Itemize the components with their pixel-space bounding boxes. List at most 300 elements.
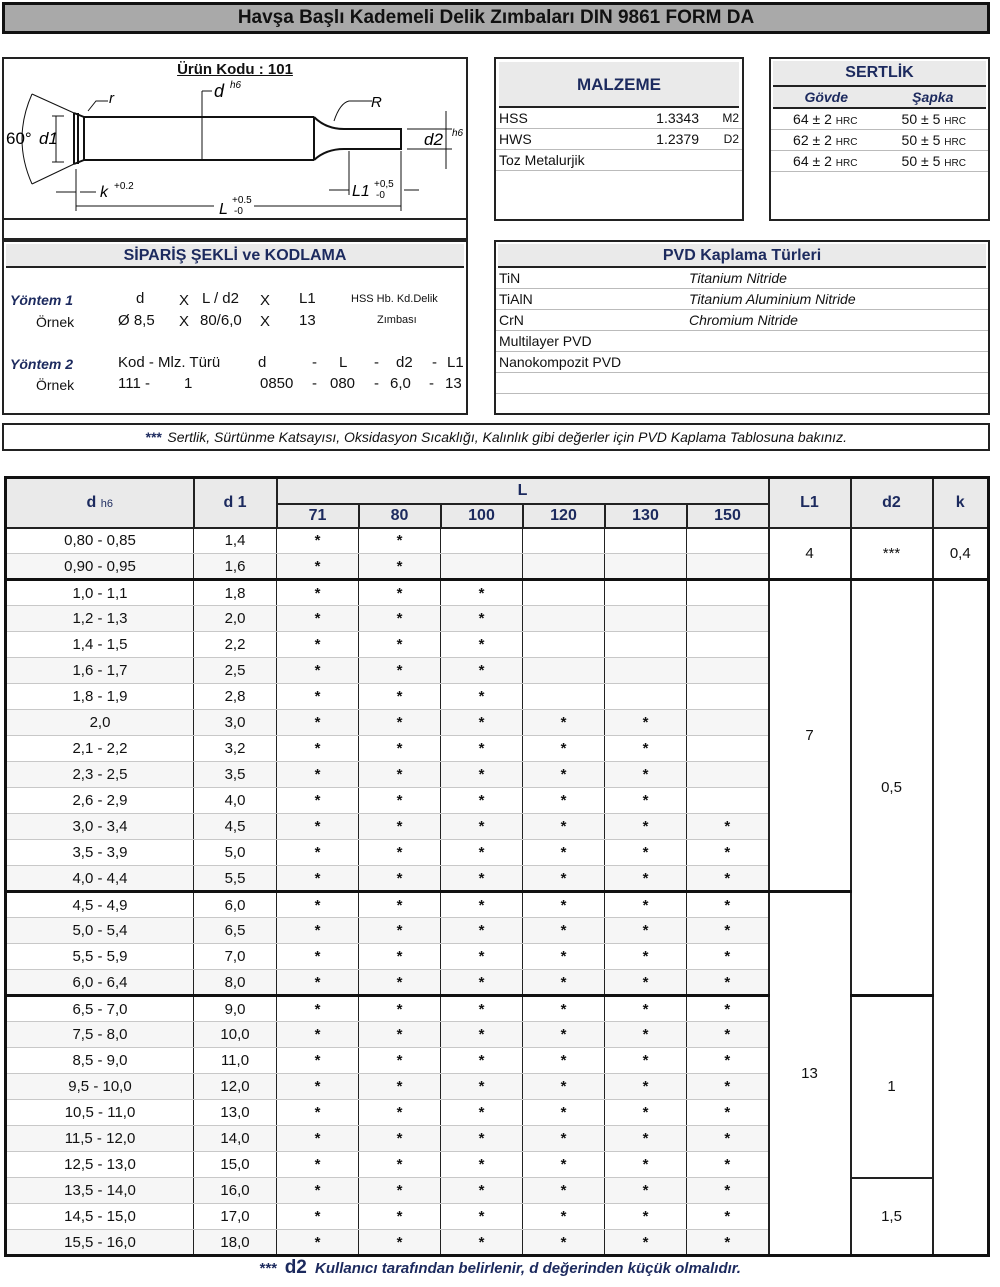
cell-d1: 3,5: [194, 762, 277, 788]
availability-mark: *: [314, 1026, 321, 1043]
availability-mark: *: [314, 740, 321, 757]
cell-d: 14,5 - 15,0: [6, 1204, 194, 1230]
pvd-code: CrN: [499, 312, 524, 328]
availability-mark: *: [724, 1156, 731, 1173]
availability-mark: *: [478, 740, 485, 757]
header-d: d h6: [6, 478, 194, 528]
availability-mark: *: [314, 1078, 321, 1095]
cell-L-150: [687, 1022, 769, 1048]
method2-example-d: 0850: [260, 375, 294, 392]
method1-example-d: Ø 8,5: [118, 312, 155, 329]
method2-example-d2: 6,0: [390, 375, 411, 392]
availability-mark: *: [396, 636, 403, 653]
availability-mark: *: [642, 922, 649, 939]
availability-mark: *: [642, 1000, 649, 1018]
cell-L-150: [687, 1204, 769, 1230]
pvd-code: Nanokompozit PVD: [499, 354, 622, 370]
cell-L-80: [359, 632, 441, 658]
method2-example-L: 080: [330, 375, 356, 392]
availability-mark: *: [314, 1000, 321, 1018]
material-name: HWS: [499, 131, 532, 147]
material-rows: [496, 108, 742, 171]
availability-mark: *: [724, 1208, 731, 1225]
cell-d: 2,6 - 2,9: [6, 788, 194, 814]
cell-d1: 5,0: [194, 840, 277, 866]
cell-L-80: [359, 710, 441, 736]
availability-mark: *: [396, 818, 403, 835]
cell-L-71: [277, 866, 359, 892]
cell-L-150: [687, 632, 769, 658]
availability-mark: *: [396, 1052, 403, 1069]
cell-d1: 2,8: [194, 684, 277, 710]
availability-mark: *: [478, 948, 485, 965]
product-code: Ürün Kodu : 101: [177, 61, 293, 78]
material-row: [496, 150, 742, 171]
availability-mark: *: [396, 688, 403, 705]
availability-mark: *: [478, 610, 485, 627]
k-label: k: [100, 184, 108, 201]
hardness-govde: [771, 111, 880, 127]
cell-L-71: [277, 528, 359, 554]
cell-L-150: [687, 710, 769, 736]
hardness-value: 50 ± 5: [901, 111, 941, 127]
cell-L-150: [687, 892, 769, 918]
cell-L-100: [441, 710, 523, 736]
availability-mark: *: [478, 766, 485, 783]
cell-L-80: [359, 762, 441, 788]
method1-example-L1: 13: [299, 312, 316, 329]
availability-mark: *: [396, 610, 403, 627]
cell-L-71: [277, 1074, 359, 1100]
cell-L-100: [441, 866, 523, 892]
header-L-130: 130: [605, 504, 687, 528]
cell-L-100: [441, 1022, 523, 1048]
cell-d1: 13,0: [194, 1100, 277, 1126]
availability-mark: *: [478, 688, 485, 705]
method1-field-d: d: [136, 290, 145, 307]
availability-mark: *: [396, 948, 403, 965]
material-grade: D2: [723, 132, 739, 146]
header-L-71: 71: [277, 504, 359, 528]
cell-L-80: [359, 944, 441, 970]
d2-tolerance: h6: [452, 128, 464, 139]
availability-mark: *: [478, 1104, 485, 1121]
page-title: Havşa Başlı Kademeli Delik Zımbaları DIN 9861 FORM DA: [2, 2, 990, 34]
availability-mark: *: [314, 1156, 321, 1173]
cell-d: 7,5 - 8,0: [6, 1022, 194, 1048]
cell-L-71: [277, 1022, 359, 1048]
method1-example-x2: X: [260, 313, 271, 330]
cell-L-71: [277, 892, 359, 918]
cell-d1: 6,0: [194, 892, 277, 918]
R-label: R: [371, 94, 382, 111]
availability-mark: *: [396, 1026, 403, 1043]
cell-L-100: [441, 554, 523, 580]
availability-mark: *: [396, 1182, 403, 1199]
availability-mark: *: [642, 766, 649, 783]
availability-mark: *: [560, 1208, 567, 1225]
cell-L-120: [523, 1152, 605, 1178]
hardness-unit: HRC: [835, 137, 858, 148]
availability-mark: *: [314, 818, 321, 835]
availability-mark: *: [724, 1052, 731, 1069]
cell-d: 6,0 - 6,4: [6, 970, 194, 996]
cell-L-150: [687, 528, 769, 554]
cell-L-71: [277, 606, 359, 632]
cell-L-100: [441, 658, 523, 684]
availability-mark: *: [314, 532, 321, 550]
cell-L-130: [605, 658, 687, 684]
availability-mark: *: [314, 1208, 321, 1225]
cell-L-100: [441, 1074, 523, 1100]
punch-outline: [74, 113, 401, 164]
cell-L-150: [687, 554, 769, 580]
availability-mark: *: [724, 818, 731, 835]
cell-L-80: [359, 1230, 441, 1256]
cell-L-100: [441, 1048, 523, 1074]
dimension-lines: [22, 91, 452, 211]
availability-mark: *: [642, 818, 649, 835]
footnote-d2: d2: [284, 1257, 307, 1278]
cell-d1: 3,0: [194, 710, 277, 736]
cell-d: 1,4 - 1,5: [6, 632, 194, 658]
cell-L-120: [523, 554, 605, 580]
header-k: k: [933, 478, 989, 528]
availability-mark: *: [642, 740, 649, 757]
cell-L-130: [605, 632, 687, 658]
cell-d1: 1,6: [194, 554, 277, 580]
availability-mark: *: [478, 1078, 485, 1095]
pvd-header: PVD Kaplama Türleri: [498, 244, 986, 268]
availability-mark: *: [478, 714, 485, 731]
material-code: 1.3343: [656, 110, 699, 126]
cell-L-71: [277, 944, 359, 970]
cell-L-150: [687, 1178, 769, 1204]
method2-sep3: -: [432, 354, 437, 371]
cell-L-130: [605, 1152, 687, 1178]
cell-d: 2,1 - 2,2: [6, 736, 194, 762]
cell-L-130: [605, 1048, 687, 1074]
angle-label: 60°: [6, 129, 32, 148]
cell-L-150: [687, 658, 769, 684]
availability-mark: *: [642, 792, 649, 809]
availability-mark: *: [642, 948, 649, 965]
availability-mark: *: [314, 792, 321, 809]
cell-L-80: [359, 606, 441, 632]
cell-L-100: [441, 944, 523, 970]
cell-L1: 13: [769, 892, 851, 1256]
availability-mark: *: [478, 869, 485, 887]
cell-L-150: [687, 840, 769, 866]
L-tolerance-down: -0: [234, 206, 243, 217]
availability-mark: *: [478, 662, 485, 679]
cell-L-130: [605, 1074, 687, 1100]
cell-L-100: [441, 528, 523, 554]
cell-d2: 1: [851, 996, 933, 1178]
cell-L-130: [605, 866, 687, 892]
cell-L-130: [605, 970, 687, 996]
availability-mark: *: [724, 973, 731, 991]
cell-L-120: [523, 684, 605, 710]
pvd-note: [2, 423, 990, 451]
availability-mark: *: [724, 1182, 731, 1199]
cell-L-130: [605, 1100, 687, 1126]
cell-L-71: [277, 1100, 359, 1126]
cell-L-120: [523, 1204, 605, 1230]
method2-example-label: Örnek: [36, 377, 75, 393]
cell-d: 12,5 - 13,0: [6, 1152, 194, 1178]
cell-L-150: [687, 606, 769, 632]
footnote-text: Kullanıcı tarafından belirlenir, d değerinden küçük olmalıdır.: [315, 1260, 741, 1277]
cell-L-130: [605, 684, 687, 710]
k-tolerance: +0.2: [114, 181, 134, 192]
method1-note-line2: Zımbası: [377, 314, 417, 326]
availability-mark: *: [560, 869, 567, 887]
cell-L-130: [605, 606, 687, 632]
cell-L-130: [605, 554, 687, 580]
availability-mark: *: [478, 1000, 485, 1018]
cell-d: 11,5 - 12,0: [6, 1126, 194, 1152]
d2-label: d2: [424, 130, 443, 149]
cell-d: 0,90 - 0,95: [6, 554, 194, 580]
method2-example-sep2: -: [374, 375, 379, 392]
cell-d: 3,5 - 3,9: [6, 840, 194, 866]
cell-d: 4,0 - 4,4: [6, 866, 194, 892]
cell-d: 1,8 - 1,9: [6, 684, 194, 710]
availability-mark: *: [396, 766, 403, 783]
cell-d1: 2,2: [194, 632, 277, 658]
hardness-value: 50 ± 5: [901, 153, 941, 169]
cell-L-130: [605, 762, 687, 788]
availability-mark: *: [396, 1104, 403, 1121]
availability-mark: *: [642, 1182, 649, 1199]
cell-L-120: [523, 528, 605, 554]
cell-L-100: [441, 1178, 523, 1204]
availability-mark: *: [560, 1052, 567, 1069]
availability-mark: *: [560, 766, 567, 783]
cell-L-71: [277, 788, 359, 814]
method2-field-d2: d2: [396, 354, 413, 371]
header-L-120: 120: [523, 504, 605, 528]
pvd-row: [496, 352, 988, 373]
hardness-row: [771, 109, 988, 130]
cell-L-120: [523, 762, 605, 788]
cell-L-120: [523, 866, 605, 892]
cell-L-130: [605, 918, 687, 944]
cell-d1: 8,0: [194, 970, 277, 996]
cell-L-71: [277, 1178, 359, 1204]
method1-field-L-d2: L / d2: [202, 290, 239, 307]
method1-note-line1: HSS Hb. Kd.Delik: [351, 293, 438, 305]
cell-L-100: [441, 814, 523, 840]
pvd-code: TiAlN: [499, 291, 533, 307]
cell-L-130: [605, 1204, 687, 1230]
pvd-name: Titanium Nitride: [689, 270, 787, 286]
cell-L-120: [523, 736, 605, 762]
availability-mark: *: [478, 844, 485, 861]
availability-mark: *: [642, 1052, 649, 1069]
method2-label: Yöntem 2: [10, 356, 74, 372]
availability-mark: *: [396, 896, 403, 914]
cell-d: 13,5 - 14,0: [6, 1178, 194, 1204]
cell-L-120: [523, 1074, 605, 1100]
cell-L-80: [359, 892, 441, 918]
cell-L-80: [359, 1074, 441, 1100]
punch-drawing: [4, 59, 466, 219]
cell-L-71: [277, 1230, 359, 1256]
availability-mark: *: [724, 948, 731, 965]
cell-d1: 5,5: [194, 866, 277, 892]
cell-L-120: [523, 632, 605, 658]
availability-mark: *: [478, 896, 485, 914]
cell-L-100: [441, 736, 523, 762]
cell-L-130: [605, 1230, 687, 1256]
cell-L-150: [687, 762, 769, 788]
cell-L-80: [359, 1204, 441, 1230]
cell-L-150: [687, 684, 769, 710]
cell-d: 15,5 - 16,0: [6, 1230, 194, 1256]
availability-mark: *: [560, 973, 567, 991]
cell-d1: 10,0: [194, 1022, 277, 1048]
pvd-code: TiN: [499, 270, 521, 286]
availability-mark: *: [642, 973, 649, 991]
availability-mark: *: [560, 1026, 567, 1043]
hardness-sapka: [880, 111, 989, 127]
cell-L-71: [277, 632, 359, 658]
availability-mark: *: [396, 1130, 403, 1147]
L1-label: L1: [352, 183, 370, 200]
cell-L-120: [523, 1048, 605, 1074]
cell-L-120: [523, 840, 605, 866]
hardness-rows: [771, 109, 988, 172]
availability-mark: *: [314, 766, 321, 783]
cell-L-71: [277, 710, 359, 736]
availability-mark: *: [478, 1208, 485, 1225]
cell-L-130: [605, 580, 687, 606]
header-L-80: 80: [359, 504, 441, 528]
cell-d: 2,0: [6, 710, 194, 736]
availability-mark: *: [560, 922, 567, 939]
cell-L-100: [441, 996, 523, 1022]
dimension-table: [4, 476, 990, 1257]
hardness-row: [771, 151, 988, 172]
availability-mark: *: [560, 792, 567, 809]
d2-footnote: [0, 1257, 1000, 1279]
cell-L-80: [359, 554, 441, 580]
cell-L-80: [359, 918, 441, 944]
cell-L-71: [277, 814, 359, 840]
L-label: L: [219, 201, 228, 218]
drawing-bottom-strip: [4, 218, 466, 238]
availability-mark: *: [724, 1078, 731, 1095]
cell-L-130: [605, 788, 687, 814]
availability-mark: *: [478, 1052, 485, 1069]
availability-mark: *: [478, 973, 485, 991]
cell-d1: 9,0: [194, 996, 277, 1022]
cell-L-120: [523, 788, 605, 814]
cell-d: 1,6 - 1,7: [6, 658, 194, 684]
table-row: [6, 892, 989, 918]
method2-example-sep3: -: [429, 375, 434, 392]
method2-sep2: -: [374, 354, 379, 371]
cell-L-80: [359, 580, 441, 606]
cell-L-130: [605, 840, 687, 866]
d-label: d: [214, 81, 225, 101]
pvd-name: Chromium Nitride: [689, 312, 798, 328]
pvd-row: [496, 373, 988, 394]
cell-L-150: [687, 1100, 769, 1126]
cell-L-100: [441, 762, 523, 788]
cell-L-100: [441, 684, 523, 710]
material-row: [496, 129, 742, 150]
method2-field-kod: Kod - Mlz. Türü: [118, 354, 221, 371]
cell-d1: 15,0: [194, 1152, 277, 1178]
availability-mark: *: [314, 844, 321, 861]
availability-mark: *: [724, 896, 731, 914]
cell-L-80: [359, 788, 441, 814]
cell-d: 4,5 - 4,9: [6, 892, 194, 918]
cell-L-120: [523, 814, 605, 840]
cell-L-71: [277, 762, 359, 788]
material-header: MALZEME: [499, 62, 739, 108]
availability-mark: *: [396, 740, 403, 757]
availability-mark: *: [642, 896, 649, 914]
availability-mark: *: [396, 922, 403, 939]
cell-d: 8,5 - 9,0: [6, 1048, 194, 1074]
availability-mark: *: [478, 1026, 485, 1043]
cell-d1: 1,4: [194, 528, 277, 554]
cell-L-130: [605, 1178, 687, 1204]
cell-L1: 4: [769, 528, 851, 580]
availability-mark: *: [642, 1208, 649, 1225]
availability-mark: *: [560, 1156, 567, 1173]
method2-example-kod: 111 -: [118, 375, 150, 392]
cell-d: 9,5 - 10,0: [6, 1074, 194, 1100]
header-L-100: 100: [441, 504, 523, 528]
cell-d2: 1,5: [851, 1178, 933, 1256]
cell-k: [933, 580, 989, 1256]
method2-field-L1: L1: [447, 354, 464, 371]
availability-mark: *: [396, 557, 403, 575]
header-L1: L1: [769, 478, 851, 528]
availability-mark: *: [314, 610, 321, 627]
table-row: [6, 580, 989, 606]
hardness-value: 62 ± 2: [793, 132, 832, 148]
column-sapka: Şapka: [912, 89, 954, 105]
cell-L-71: [277, 658, 359, 684]
cell-d1: 6,5: [194, 918, 277, 944]
availability-mark: *: [724, 1130, 731, 1147]
cell-L-120: [523, 1022, 605, 1048]
cell-L-100: [441, 840, 523, 866]
method2-field-d: d: [258, 354, 267, 371]
method2-field-L: L: [339, 354, 348, 371]
cell-L-100: [441, 1152, 523, 1178]
cell-L-120: [523, 1178, 605, 1204]
availability-mark: *: [478, 792, 485, 809]
cell-L-120: [523, 1230, 605, 1256]
availability-mark: *: [478, 1233, 485, 1251]
availability-mark: *: [314, 869, 321, 887]
availability-mark: *: [314, 973, 321, 991]
d1-label: d1: [39, 129, 58, 148]
cell-L-130: [605, 892, 687, 918]
pvd-row: [496, 331, 988, 352]
availability-mark: *: [396, 1156, 403, 1173]
availability-mark: *: [396, 532, 403, 550]
cell-L-80: [359, 658, 441, 684]
cell-L-100: [441, 632, 523, 658]
